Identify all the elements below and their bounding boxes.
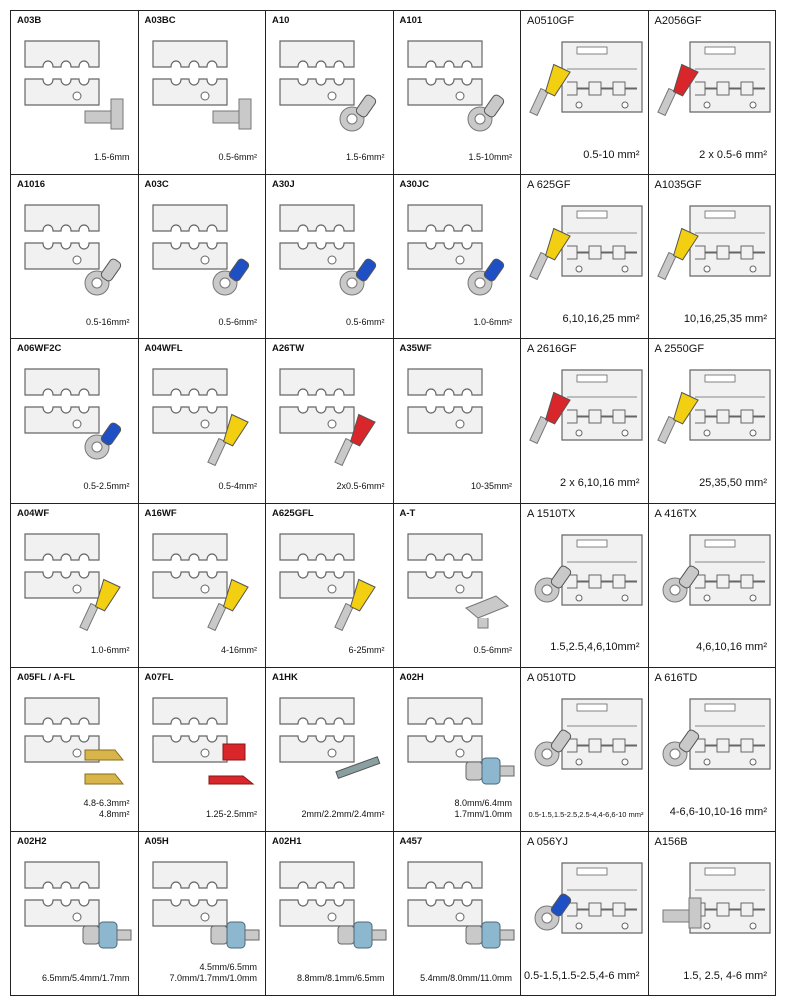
crimp-jaw-icon: [400, 361, 490, 446]
die-cell-9: [266, 175, 394, 339]
wire-size-range-label: 10,16,25,35 mm²: [683, 313, 767, 326]
die-model-label: A 1510TX: [527, 507, 576, 520]
die-cell-22: [394, 504, 522, 668]
spade-brass-terminal-icon: [75, 738, 135, 803]
die-model-label: A05FL / A-FL: [17, 671, 76, 683]
wire-size-range-label: 0.5-6mm²: [218, 316, 257, 327]
die-model-label: A625GFL: [272, 507, 314, 519]
die-model-label: A1HK: [272, 671, 298, 683]
wire-size-range-label: 0.5-1.5,1.5-2.5,2.5-4,4-6,6-10 mm²: [528, 809, 644, 819]
die-cell-3: [266, 11, 394, 175]
ferrule-yellow-terminal-icon: [653, 223, 713, 288]
die-cell-31: [11, 832, 139, 996]
die-cell-32: [139, 832, 267, 996]
die-cell-28: [394, 668, 522, 832]
ring-metal-terminal-icon: [653, 552, 713, 617]
bnc-terminal-icon: [203, 902, 263, 967]
die-model-label: A2056GF: [654, 15, 702, 27]
wire-size-range-label: 1.5,2.5,4,6,10mm²: [550, 641, 640, 654]
wire-size-range-label: 6.5mm/5.4mm/1.7mm: [41, 973, 130, 984]
wire-size-range-label: 0.5-16mm²: [85, 316, 130, 327]
die-cell-29: [521, 668, 649, 832]
die-cell-27: [266, 668, 394, 832]
die-cell-8: [139, 175, 267, 339]
wire-size-range-label: 6-25mm²: [348, 644, 385, 655]
die-model-label: A457: [399, 835, 423, 847]
tab-metal-terminal-icon: [458, 574, 518, 639]
flag-metal-terminal-icon: [653, 880, 713, 945]
ferrule-yellow-terminal-icon: [75, 574, 135, 639]
die-cell-35: [521, 832, 649, 996]
die-cell-2: [139, 11, 267, 175]
die-model-label: A 0510TD: [527, 671, 576, 684]
flag-metal-terminal-icon: [203, 81, 263, 146]
die-model-label: A 625GF: [527, 179, 571, 192]
die-model-label: A02H2: [17, 835, 47, 847]
wire-size-range-label: 4.8-6.3mm² 4.8mm²: [83, 798, 130, 820]
die-model-label: A16WF: [144, 507, 177, 519]
ferrule-yellow-terminal-icon: [525, 223, 585, 288]
wire-size-range-label: 2 x 6,10,16 mm²: [560, 477, 640, 490]
ring-blue-terminal-icon: [330, 245, 390, 310]
die-cell-6: [649, 11, 777, 175]
die-model-label: A07FL: [144, 671, 174, 683]
die-cell-1: [11, 11, 139, 175]
die-cell-24: [649, 504, 777, 668]
wire-size-range-label: 2mm/2.2mm/2.4mm²: [301, 809, 385, 820]
flag-metal-terminal-icon: [75, 81, 135, 146]
ring-metal-terminal-icon: [330, 81, 390, 146]
die-cell-26: [139, 668, 267, 832]
wire-size-range-label: 0.5-6mm²: [473, 644, 512, 655]
die-model-label: A 616TD: [654, 671, 698, 684]
wire-size-range-label: 1.5-6mm²: [345, 152, 385, 163]
die-model-label: A 2550GF: [654, 343, 705, 356]
ferrule-yellow-terminal-icon: [203, 574, 263, 639]
die-model-label: A03BC: [144, 15, 176, 26]
die-cell-23: [521, 504, 649, 668]
wire-size-range-label: 1.25-2.5mm²: [205, 809, 257, 820]
wire-size-range-label: 0.5-4mm²: [218, 480, 257, 491]
wire-size-range-label: 4.5mm/6.5mm 7.0mm/1.7mm/1.0mm: [169, 962, 257, 984]
ring-metal-terminal-icon: [525, 552, 585, 617]
die-model-label: A35WF: [399, 343, 432, 355]
die-model-label: A02H: [399, 671, 424, 683]
wire-size-range-label: 0.5-2.5mm²: [83, 480, 130, 491]
ferrule-yellow-terminal-icon: [653, 387, 713, 452]
spade-red-terminal-icon: [203, 738, 263, 803]
die-cell-34: [394, 832, 522, 996]
ferrule-red-terminal-icon: [330, 409, 390, 474]
wire-size-range-label: 8.0mm/6.4mm 1.7mm/1.0mm: [454, 798, 512, 820]
wire-size-range-label: 1.5-6mm: [93, 152, 130, 163]
die-cell-7: [11, 175, 139, 339]
die-model-label: A05H: [144, 835, 169, 847]
wire-size-range-label: 10-35mm²: [470, 480, 512, 491]
die-cell-11: [521, 175, 649, 339]
die-cell-10: [394, 175, 522, 339]
die-cell-16: [394, 339, 522, 503]
die-model-label: A26TW: [272, 343, 305, 355]
pin-metal-terminal-icon: [330, 738, 390, 803]
die-model-label: A1035GF: [654, 179, 702, 192]
ring-blue-terminal-icon: [203, 245, 263, 310]
ring-metal-terminal-icon: [458, 81, 518, 146]
wire-size-range-label: 25,35,50 mm²: [699, 477, 767, 490]
wire-size-range-label: 1.5, 2.5, 4-6 mm²: [683, 969, 767, 982]
crimp-die-catalog-grid: [10, 10, 776, 996]
die-model-label: A1016: [17, 179, 45, 191]
wire-size-range-label: 1.0-6mm²: [90, 644, 130, 655]
die-cell-33: [266, 832, 394, 996]
wire-size-range-label: 2 x 0.5-6 mm²: [699, 148, 767, 161]
die-cell-14: [139, 339, 267, 503]
die-cell-19: [11, 504, 139, 668]
ring-blue-ferrule-terminal-icon: [75, 409, 135, 474]
die-model-label: A06WF2C: [17, 343, 62, 355]
die-model-label: A10: [272, 15, 290, 26]
die-model-label: A 056YJ: [527, 835, 568, 848]
wire-size-range-label: 1.0-6mm²: [473, 316, 512, 327]
die-cell-36: [649, 832, 777, 996]
ferrule-yellow-terminal-icon: [525, 59, 585, 124]
die-model-label: A156B: [654, 835, 688, 848]
die-model-label: A02H1: [272, 835, 302, 847]
wire-size-range-label: 2x0.5-6mm²: [336, 480, 385, 491]
die-model-label: A 416TX: [654, 507, 697, 520]
die-cell-15: [266, 339, 394, 503]
die-cell-20: [139, 504, 267, 668]
ring-metal-terminal-icon: [653, 716, 713, 781]
wire-size-range-label: 8.8mm/8.1mm/6.5mm: [296, 973, 385, 984]
wire-size-range-label: 0.5-1.5,1.5-2.5,4-6 mm²: [523, 969, 640, 982]
die-cell-5: [521, 11, 649, 175]
wire-size-range-label: 5.4mm/8.0mm/11.0mm: [420, 973, 512, 984]
bnc-terminal-icon: [458, 738, 518, 803]
die-cell-21: [266, 504, 394, 668]
die-model-label: A0510GF: [527, 15, 575, 27]
ring-metal-terminal-icon: [75, 245, 135, 310]
wire-size-range-label: 4,6,10,16 mm²: [696, 641, 767, 654]
die-model-label: A30JC: [399, 179, 430, 191]
wire-size-range-label: 4-6,6-10,10-16 mm²: [669, 805, 767, 818]
die-cell-4: [394, 11, 522, 175]
wire-size-range-label: 0.5-6mm²: [218, 152, 257, 163]
die-cell-30: [649, 668, 777, 832]
ring-metal-terminal-icon: [525, 716, 585, 781]
wire-size-range-label: 4-16mm²: [220, 644, 257, 655]
wire-size-range-label: 6,10,16,25 mm²: [562, 313, 640, 326]
ferrule-red-terminal-icon: [653, 59, 713, 124]
die-model-label: A 2616GF: [527, 343, 577, 356]
wire-size-range-label: 0.5-6mm²: [345, 316, 385, 327]
ferrule-yellow-terminal-icon: [203, 409, 263, 474]
ferrule-yellow-terminal-icon: [330, 574, 390, 639]
die-model-label: A04WFL: [144, 343, 183, 355]
die-model-label: A03B: [17, 15, 42, 26]
ring-blue-terminal-icon: [458, 245, 518, 310]
bnc-terminal-icon: [75, 902, 135, 967]
die-model-label: A101: [399, 15, 423, 26]
die-cell-17: [521, 339, 649, 503]
ferrule-red-terminal-icon: [525, 387, 585, 452]
die-cell-25: [11, 668, 139, 832]
die-model-label: A04WF: [17, 507, 50, 519]
die-model-label: A03C: [144, 179, 169, 191]
bnc-terminal-icon: [458, 902, 518, 967]
bnc-terminal-icon: [330, 902, 390, 967]
die-model-label: A30J: [272, 179, 295, 191]
ring-blue-terminal-icon: [525, 880, 585, 945]
wire-size-range-label: 1.5-10mm²: [468, 152, 512, 163]
wire-size-range-label: 0.5-10 mm²: [583, 148, 640, 161]
die-model-label: A-T: [399, 507, 416, 519]
die-cell-18: [649, 339, 777, 503]
die-cell-12: [649, 175, 777, 339]
die-cell-13: [11, 339, 139, 503]
